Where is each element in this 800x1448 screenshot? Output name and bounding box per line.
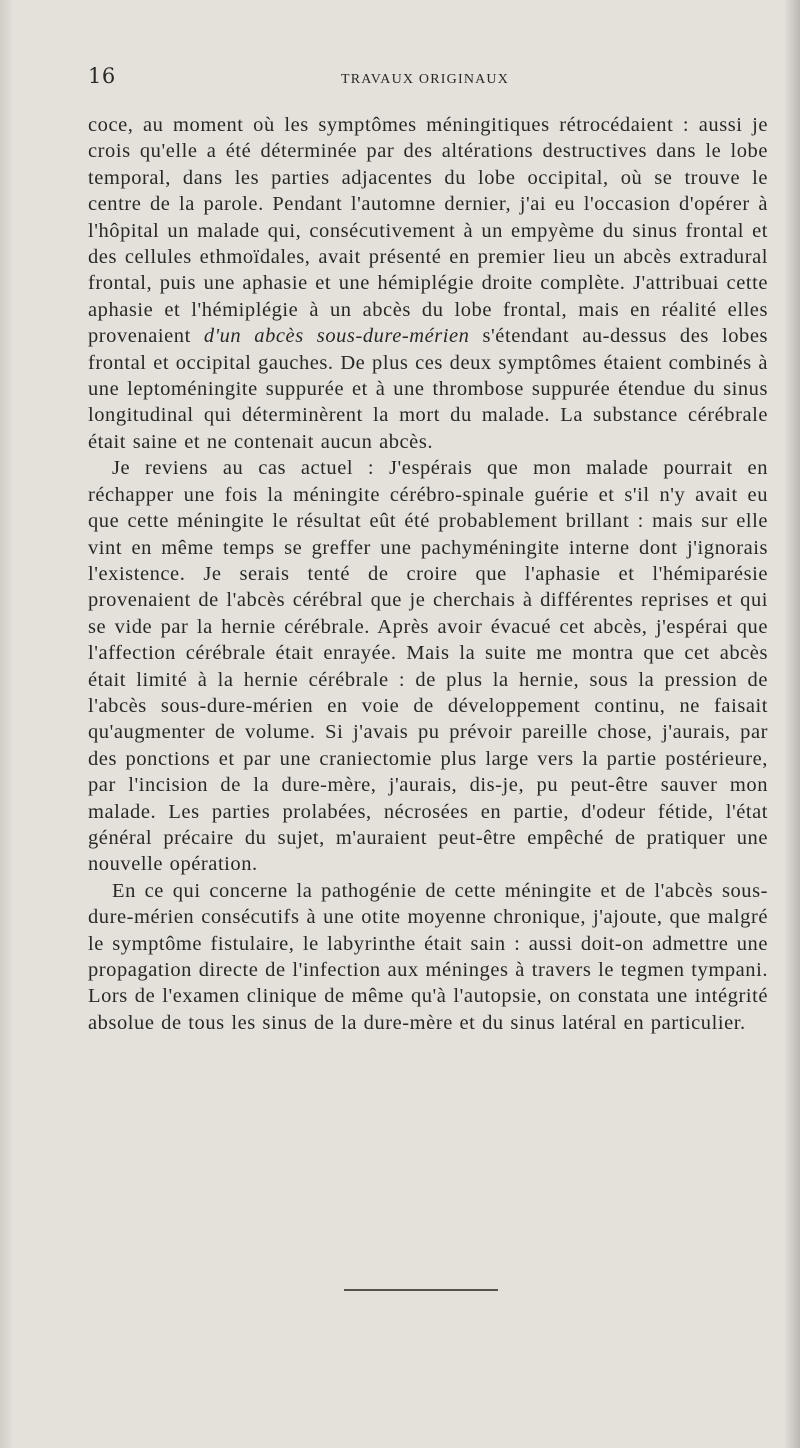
running-title: TRAVAUX ORIGINAUX (341, 72, 510, 87)
paragraph-3: En ce qui concerne la pathogénie de cette méningite et de l'abcès sous-dure-mérien consécutifs à une otite moyenne chronique, j'ajoute, que malgré le symptôme fistulaire, le labyrinthe était sain : aussi doit-on admettre une propagation directe de l'infection aux méninges à travers le tegmen tympani. Lors de l'examen clinique de même qu'à l'autopsie, on constata une intégrité absolue de tous les sinus de la dure-mère et du sinus latéral en particulier. (88, 879, 768, 1034)
page-header (88, 64, 768, 94)
page-number: 16 (88, 64, 116, 88)
end-rule-divider (344, 1289, 498, 1291)
body-text (88, 112, 768, 1036)
paragraph-1-italic-phrase: d'un abcès sous-dure-mérien (203, 325, 470, 348)
paragraph-1-text-end: s'étendant au-dessus des lobes frontal et occipital gauches. De plus ces deux symptômes étaient combinés à une leptoméningite suppurée et à une thrombose suppurée étendue du sinus longitudinal qui déterminèrent la mort du malade. La substance cérébrale était saine et ne contenait aucun abcès. (88, 325, 768, 453)
page-left-edge-shadow (0, 0, 14, 1448)
paragraph-2: Je reviens au cas actuel : J'espérais que mon malade pourrait en réchapper une fois la méningite cérébro-spinale guérie et s'il n'y avait eu que cette méningite le résultat eût été probablement brillant : mais sur elle vint en même temps se greffer une pachyméningite interne dont j'ignorais l'existence. Je serais tenté de croire que l'aphasie et l'hémiparésie provenaient de l'abcès cérébral que je cherchais à différentes reprises et qui se vide par la hernie cérébrale. Après avoir évacué cet abcès, j'espérai que l'affection cérébrale était enrayée. Mais la suite me montra que cet abcès était limité à la hernie cérébrale : de plus la hernie, sous la pression de l'abcès sous-dure-mérien en voie de développement continu, ne faisait qu'augmenter de volume. Si j'avais pu prévoir pareille chose, j'aurais, par des ponctions et par une craniectomie plus large vers la partie postérieure, par l'incision de la dure-mère, j'aurais, dis-je, pu peut-être sauver mon malade. Les parties prolabées, nécrosées en partie, d'odeur fétide, l'état général précaire du sujet, m'auraient peut-être empêché de pratiquer une nouvelle opération. (88, 457, 768, 876)
paragraph-1-text-start: coce, au moment où les symptômes méningitiques rétrocédaient : aussi je crois qu'elle a été déterminée par des altérations destructives dans le lobe temporal, dans les parties adjacentes du lobe occipital, où se trouve le centre de la parole. Pendant l'automne dernier, j'ai eu l'occasion d'opérer à l'hôpital un malade qui, consécutivement à un empyème du sinus frontal et des cellules ethmoïdales, avait présenté en premier lieu un abcès extradural frontal, puis une aphasie et une hémiplégie droite complète. J'attribuai cette aphasie et l'hémiplégie à un abcès du lobe frontal, mais en réalité elles provenaient (88, 114, 768, 348)
paragraph-1 (88, 112, 768, 455)
page-right-edge-shadow (784, 0, 800, 1448)
